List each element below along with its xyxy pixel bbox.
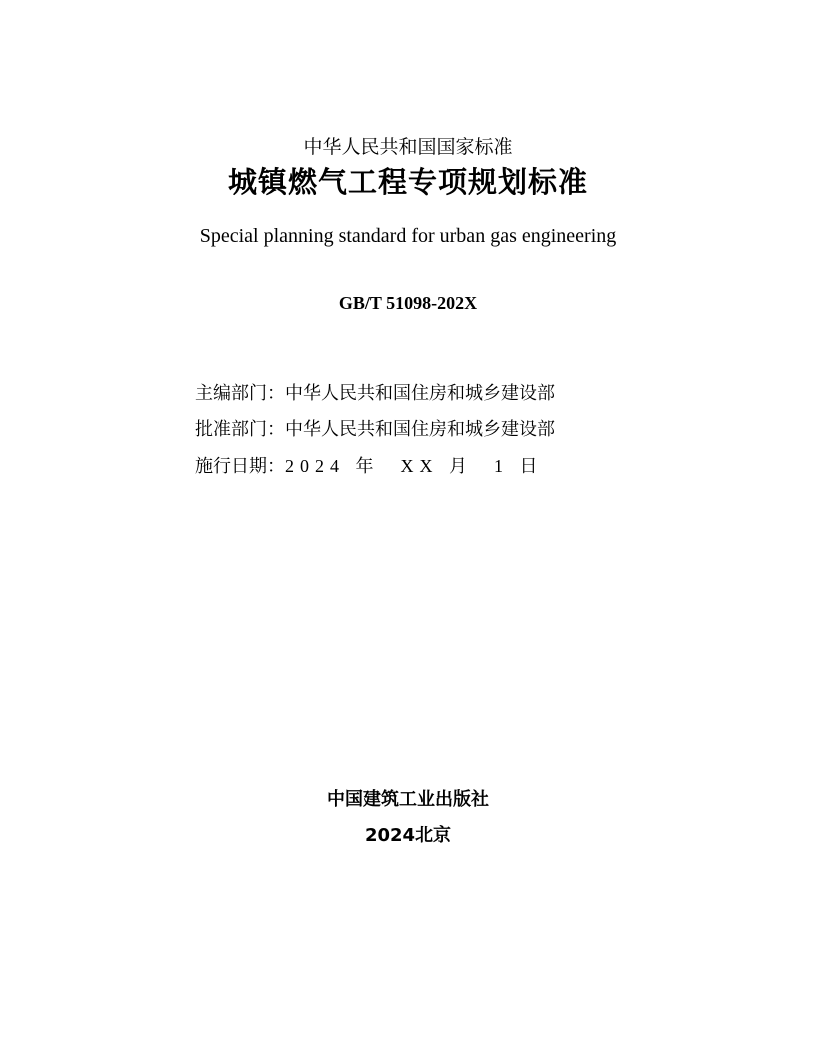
publication-year-place: 2024北京 (364, 825, 452, 846)
editor-department-label: 主编部门： (195, 383, 285, 404)
publisher-name: 中国建筑工业出版社 (327, 789, 489, 810)
standard-code: GB/T 51098-202X (338, 293, 478, 313)
editor-department-value: 中华人民共和国住房和城乡建设部 (285, 383, 555, 404)
standard-series: 中华人民共和国国家标准 (303, 136, 513, 158)
document-title-chinese: 城镇燃气工程专项规划标准 (227, 165, 588, 199)
approver-department-label: 批准部门： (195, 419, 285, 440)
approver-department-value: 中华人民共和国住房和城乡建设部 (285, 419, 555, 440)
effective-date-value: 2024 年 XX 月 1 日 (285, 456, 544, 476)
effective-date-row (195, 453, 544, 480)
editor-department-row (195, 381, 555, 407)
approver-department-row (195, 417, 555, 443)
document-title-english: Special planning standard for urban gas engineering (199, 225, 617, 247)
effective-date-label: 施行日期： (195, 456, 285, 477)
